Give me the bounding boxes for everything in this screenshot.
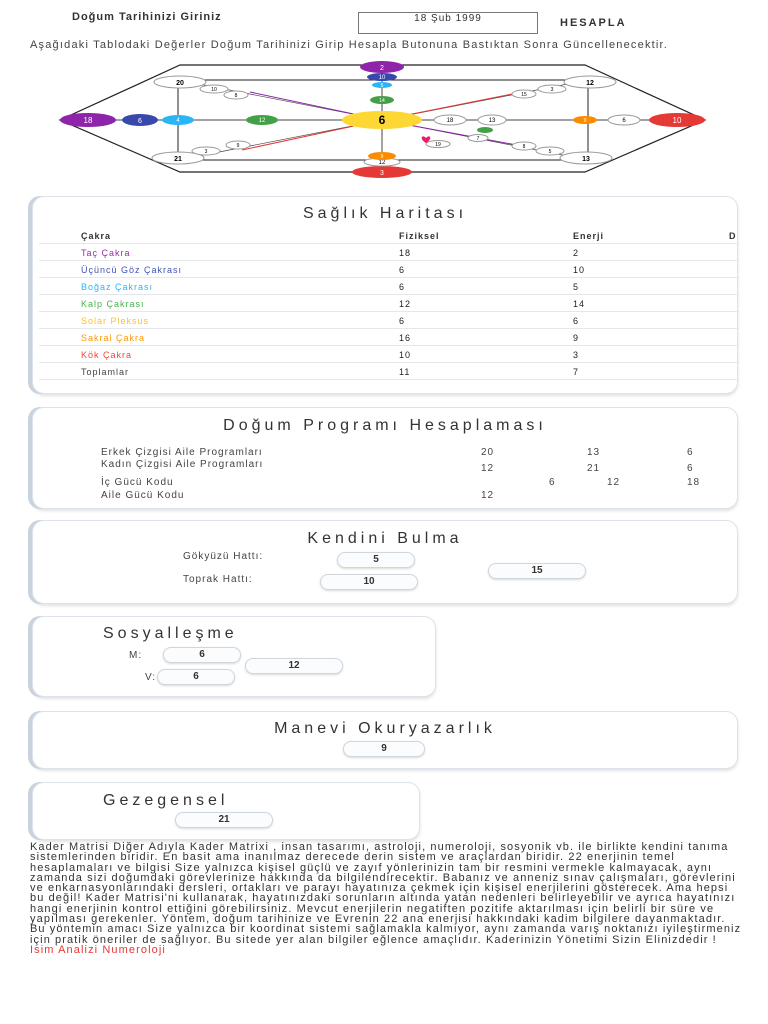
dob-input[interactable]: 18 Şub 1999 (358, 12, 538, 34)
circle-right (649, 113, 705, 127)
planetary-value: 21 (175, 812, 273, 828)
self-discovery-card (32, 520, 738, 604)
program-label: Aile Gücü Kodu (101, 490, 185, 501)
chakra-name: Kalp Çakrası (81, 299, 145, 309)
svg-text:9: 9 (380, 154, 384, 160)
program-value-2: 21 (587, 463, 601, 474)
description-text (30, 842, 742, 955)
circle-mid-right-green (477, 127, 493, 133)
table-row (39, 363, 739, 380)
m-label: M: (129, 650, 143, 661)
svg-text:3: 3 (204, 149, 208, 155)
svg-text:12: 12 (378, 160, 386, 166)
svg-text:7: 7 (476, 136, 480, 142)
circle-left-inner2 (162, 115, 194, 125)
svg-text:5: 5 (548, 149, 552, 155)
energy-value: 9 (573, 333, 580, 343)
program-value-3: 18 (687, 477, 701, 488)
svg-text:10: 10 (211, 87, 217, 93)
svg-text:10: 10 (378, 75, 386, 81)
circle-top-left (154, 76, 206, 88)
program-value-1: 12 (481, 463, 495, 474)
circle-mid-right-d (426, 141, 450, 149)
health-map-title: Sağlık Haritası (302, 205, 468, 222)
svg-text:4: 4 (176, 118, 180, 124)
circle-diag-br-b (512, 142, 536, 150)
svg-text:12: 12 (586, 80, 594, 87)
svg-text:8: 8 (234, 93, 238, 99)
circle-diag-bl-a (192, 147, 220, 155)
circle-right-inner (608, 115, 640, 125)
physical-total: 11 (399, 367, 411, 377)
circle-top-inner3 (372, 82, 392, 89)
destiny-matrix-diagram (30, 58, 735, 186)
physical-value: 16 (399, 333, 412, 343)
svg-text:18: 18 (83, 116, 93, 125)
energy-total: 7 (573, 367, 580, 377)
svg-text:13: 13 (488, 118, 496, 124)
socialization-title: Sosyalleşme (103, 625, 238, 642)
table-row (39, 346, 739, 363)
m-value: 6 (163, 647, 241, 663)
birth-program-card (32, 407, 738, 509)
svg-text:12: 12 (258, 118, 266, 124)
table-row (39, 295, 739, 312)
circle-left-mid (246, 115, 278, 125)
planetary-title: Gezegensel (103, 792, 229, 809)
table-row (39, 261, 739, 278)
physical-value: 18 (399, 248, 412, 258)
intro-text: Aşağıdaki Tablodaki Değerler Doğum Tarihinizi Girip Hesapla Butonuna Bastıktan Sonra Güncellenecektir. (30, 39, 669, 51)
program-value-1: 12 (481, 490, 495, 501)
earth-line-label: Toprak Hattı: (183, 574, 253, 585)
energy-value: 10 (573, 265, 586, 275)
chakra-name: Solar Pleksus (81, 316, 150, 326)
energy-value: 2 (573, 248, 580, 258)
svg-text:18: 18 (446, 118, 454, 124)
circle-right-inner2 (573, 116, 597, 124)
program-label: Kadın Çizgisi Aile Programları (101, 459, 264, 470)
circle-left (60, 113, 116, 127)
table-row (39, 312, 739, 329)
table-row (39, 278, 739, 295)
dob-form (72, 12, 712, 36)
circle-top-inner2 (370, 96, 394, 104)
col-energy: Enerji (573, 231, 605, 241)
program-label: Erkek Çizgisi Aile Programları (101, 447, 263, 458)
svg-text:9: 9 (236, 143, 240, 149)
circle-diag-br-a (536, 147, 564, 155)
physical-value: 6 (399, 316, 406, 326)
program-value-2: 12 (607, 477, 621, 488)
circle-left-inner (122, 114, 158, 126)
svg-text:5: 5 (380, 83, 384, 89)
socialization-total: 12 (245, 658, 343, 674)
circle-diag-tr-b (512, 90, 536, 98)
circle-mid-right-c (468, 135, 488, 143)
spiritual-literacy-title: Manevi Okuryazarlık (274, 720, 496, 737)
circle-mid-right-b (478, 115, 506, 125)
program-value-3: 6 (687, 463, 694, 474)
program-value-1: 6 (549, 477, 556, 488)
circle-center (342, 111, 422, 129)
description-paragraph: Kader Matrisi Diğer Adıyla Kader Matrixi , insan tasarımı, astroloji, numeroloji, sosyonik vb. ile birlikte kendini tanıma sistemlerinden biridir. En basit ama inanılmaz derecede derin sistem ve araçlardan biridir. 22 enerjinin temel hesaplamaları ve bilgisi Size yalnızca kişisel güçlü ve zayıf yönlerinizin tam bir resmini vermekle kalmayacak, aynı zamanda sizi doğumdaki görevlerinize hakkında da bilgilendirecektir. Babanız ve anneniz sınav çalışmaları, görevlerini ve enkarnasyonlarındaki dersleri, ortakları ve parayı hayatınıza çekmek için kişisel enerjilerini gösterecek. Ama hepsi bu değil! Kader Matrisi'ni kullanarak, hayatınızdaki sorunların altında yatan nedenleri belirleyebilir ve ayrıca hayatınızı hangi enerjinin kontrol ettiğini görebilirsiniz. Mevcut enerjilerin negatiften pozitife aktarılması için belirli bir süre ve yapılması gerekenler. Yöntem, doğum tarihinize ve Evrenin 22 ana enerjisi hakkındaki kadim bilgilere dayanmaktadır. Bu yöntemin amacı Size yalnızca bir koordinat sistemi sağlamakla kalmıyor, aynı zamanda varış noktanızı iyileştirmeniz için pratik öneriler de sağlıyor. Bu sitede yer alan bilgiler eğlence amaçlıdır. Kaderinizin Yönetimi Sizin Elinizdedir ! (30, 841, 742, 946)
svg-text:14: 14 (379, 98, 385, 104)
physical-value: 10 (399, 350, 412, 360)
table-row (39, 244, 739, 261)
birth-program-title: Doğum Programı Hesaplaması (223, 417, 547, 434)
svg-text:21: 21 (174, 156, 182, 163)
energy-value: 5 (573, 282, 580, 292)
earth-line-value: 10 (320, 574, 418, 590)
physical-value: 6 (399, 265, 406, 275)
totals-label: Toplamlar (81, 367, 130, 377)
col-d: D (729, 231, 737, 241)
circle-top-inner (367, 73, 397, 81)
chakra-name: Taç Çakra (81, 248, 131, 258)
svg-text:20: 20 (176, 80, 184, 87)
program-label: İç Gücü Kodu (101, 477, 174, 488)
calculate-button[interactable]: HESAPLA (560, 17, 627, 29)
svg-text:2: 2 (380, 65, 384, 72)
health-map-card (32, 196, 738, 394)
physical-value: 6 (399, 282, 406, 292)
socialization-card (32, 616, 436, 697)
chakra-name: Üçüncü Göz Çakrası (81, 265, 183, 275)
self-discovery-title: Kendini Bulma (307, 530, 463, 547)
chakra-name: Boğaz Çakrası (81, 282, 154, 292)
chakra-name: Sakral Çakra (81, 333, 146, 343)
circle-diag-tl-a (200, 85, 228, 93)
circle-diag-tl-b (224, 91, 248, 99)
energy-value: 3 (573, 350, 580, 360)
svg-text:9: 9 (583, 118, 587, 124)
sky-line-label: Gökyüzü Hattı: (183, 551, 264, 562)
program-value-2: 13 (587, 447, 601, 458)
col-chakra: Çakra (81, 231, 112, 241)
energy-value: 6 (573, 316, 580, 326)
svg-text:3: 3 (380, 170, 384, 177)
svg-text:3: 3 (550, 87, 554, 93)
circle-diag-tr-a (538, 85, 566, 93)
svg-text:6: 6 (622, 118, 626, 124)
svg-text:19: 19 (435, 142, 441, 148)
circle-top (360, 61, 404, 73)
program-value-3: 6 (687, 447, 694, 458)
physical-value: 12 (399, 299, 412, 309)
circle-bottom-inner2 (368, 152, 396, 160)
circle-mid-right-a (434, 115, 466, 125)
planetary-card (32, 782, 420, 840)
circle-bottom (352, 166, 412, 178)
energy-value: 14 (573, 299, 586, 309)
svg-text:6: 6 (138, 118, 142, 125)
self-discovery-total: 15 (488, 563, 586, 579)
dob-label: Doğum Tarihinizi Giriniz (72, 11, 222, 23)
chakra-name: Kök Çakra (81, 350, 133, 360)
col-physical: Fiziksel (399, 231, 440, 241)
circle-diag-bl-b (226, 141, 250, 149)
spiritual-literacy-card (32, 711, 738, 769)
svg-text:15: 15 (521, 92, 527, 98)
svg-text:13: 13 (582, 156, 590, 163)
circle-top-right (564, 76, 616, 88)
name-analysis-link[interactable]: Isim Analizi Numeroloji (30, 943, 166, 956)
spiritual-literacy-value: 9 (343, 741, 425, 757)
table-header-row (39, 227, 739, 244)
svg-text:6: 6 (378, 113, 386, 127)
circle-bottom-right (560, 152, 612, 164)
sky-line-value: 5 (337, 552, 415, 568)
svg-text:8: 8 (522, 144, 526, 150)
v-label: V: (145, 672, 157, 683)
svg-text:10: 10 (672, 116, 682, 125)
program-value-1: 20 (481, 447, 495, 458)
health-table (39, 227, 739, 380)
v-value: 6 (157, 669, 235, 685)
table-row (39, 329, 739, 346)
